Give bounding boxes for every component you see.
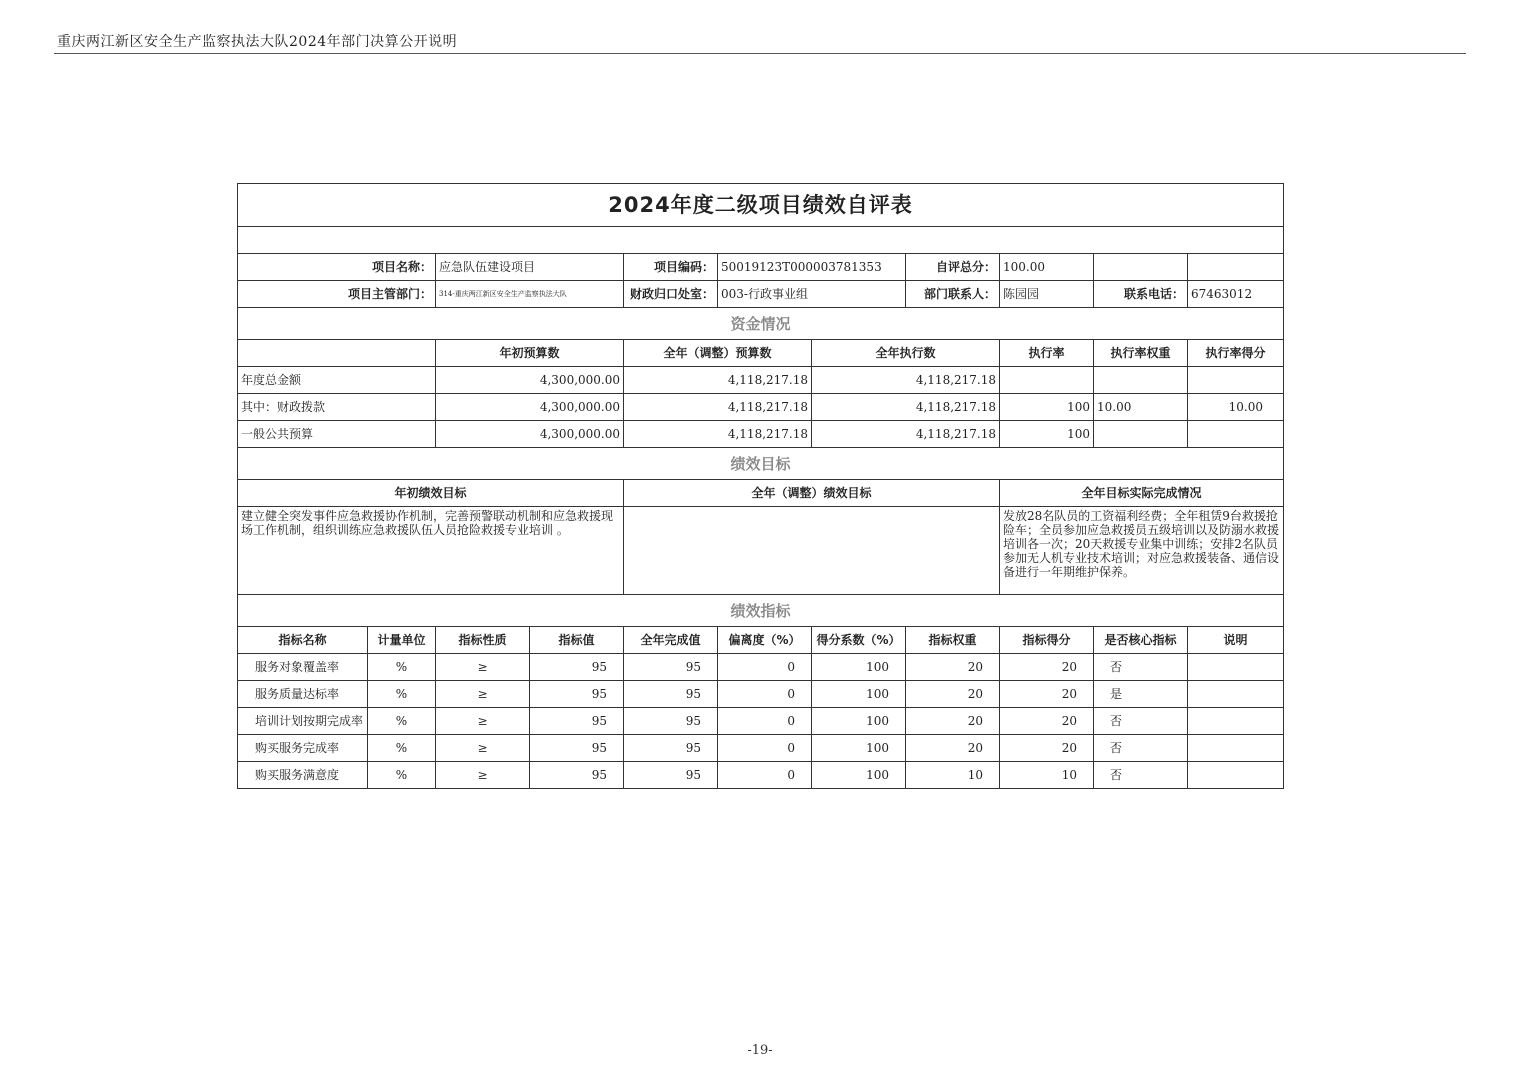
funds-header-initial: 年初预算数 bbox=[436, 340, 624, 367]
initial-goal-text: 建立健全突发事件应急救援协作机制，完善预警联动机制和应急救援现场工作机制，组织训练应急救援队伍人员抢险救援专业培训 。 bbox=[238, 507, 624, 595]
indicator-coef: 100 bbox=[812, 681, 906, 708]
funds-row-executed: 4,118,217.18 bbox=[812, 394, 1000, 421]
funds-row-score bbox=[1188, 421, 1284, 448]
indicator-nature: ≥ bbox=[436, 681, 530, 708]
indicator-weight: 10 bbox=[906, 762, 1000, 789]
funds-row-score bbox=[1188, 367, 1284, 394]
indicator-deviation: 0 bbox=[718, 735, 812, 762]
indicator-nature: ≥ bbox=[436, 654, 530, 681]
form-title: 2024年度二级项目绩效自评表 bbox=[238, 184, 1284, 227]
project-code-value: 50019123T000003781353 bbox=[718, 254, 906, 281]
ind-header-name: 指标名称 bbox=[238, 627, 368, 654]
project-name-label: 项目名称： bbox=[238, 254, 436, 281]
indicator-rows bbox=[238, 654, 1284, 789]
indicator-score: 20 bbox=[1000, 654, 1094, 681]
indicator-score: 20 bbox=[1000, 681, 1094, 708]
indicator-deviation: 0 bbox=[718, 708, 812, 735]
indicator-core: 否 bbox=[1094, 708, 1188, 735]
indicator-unit: % bbox=[368, 681, 436, 708]
funds-row-rate: 100 bbox=[1000, 421, 1094, 448]
ind-header-coef: 得分系数（%） bbox=[812, 627, 906, 654]
indicator-target: 95 bbox=[530, 762, 624, 789]
indicator-unit: % bbox=[368, 735, 436, 762]
score-value: 100.00 bbox=[1000, 254, 1094, 281]
funds-row bbox=[238, 394, 1284, 421]
funds-header-score: 执行率得分 bbox=[1188, 340, 1284, 367]
indicator-core: 否 bbox=[1094, 735, 1188, 762]
phone-value: 67463012 bbox=[1188, 281, 1284, 308]
indicator-score: 20 bbox=[1000, 735, 1094, 762]
indicator-name: 购买服务满意度 bbox=[238, 762, 368, 789]
indicator-coef: 100 bbox=[812, 654, 906, 681]
indicator-row bbox=[238, 654, 1284, 681]
indicator-coef: 100 bbox=[812, 735, 906, 762]
funds-row bbox=[238, 367, 1284, 394]
indicator-nature: ≥ bbox=[436, 762, 530, 789]
page-number: -19- bbox=[747, 1043, 773, 1058]
indicator-score: 20 bbox=[1000, 708, 1094, 735]
funds-row-weight: 10.00 bbox=[1094, 394, 1188, 421]
contact-label: 部门联系人： bbox=[906, 281, 1000, 308]
indicator-weight: 20 bbox=[906, 681, 1000, 708]
empty-cell bbox=[1094, 254, 1188, 281]
funds-header-blank bbox=[238, 340, 436, 367]
funds-row-name: 年度总金额 bbox=[238, 367, 436, 394]
funds-row-initial: 4,300,000.00 bbox=[436, 421, 624, 448]
funds-row-adjusted: 4,118,217.18 bbox=[624, 421, 812, 448]
funds-row-initial: 4,300,000.00 bbox=[436, 394, 624, 421]
funds-row-rate: 100 bbox=[1000, 394, 1094, 421]
indicator-name: 培训计划按期完成率 bbox=[238, 708, 368, 735]
indicator-deviation: 0 bbox=[718, 654, 812, 681]
ind-header-core: 是否核心指标 bbox=[1094, 627, 1188, 654]
performance-evaluation-table bbox=[237, 183, 1284, 789]
indicator-target: 95 bbox=[530, 654, 624, 681]
indicator-weight: 20 bbox=[906, 735, 1000, 762]
indicator-target: 95 bbox=[530, 708, 624, 735]
funds-row-initial: 4,300,000.00 bbox=[436, 367, 624, 394]
funds-row-weight bbox=[1094, 421, 1188, 448]
dept-value: 314-重庆两江新区安全生产监察执法大队 bbox=[436, 281, 624, 308]
indicator-note bbox=[1188, 708, 1284, 735]
indicator-row bbox=[238, 681, 1284, 708]
funds-row-score: 10.00 bbox=[1188, 394, 1284, 421]
funds-row-adjusted: 4,118,217.18 bbox=[624, 367, 812, 394]
indicator-actual: 95 bbox=[624, 708, 718, 735]
contact-value: 陈园园 bbox=[1000, 281, 1094, 308]
header-divider bbox=[54, 53, 1466, 54]
indicator-core: 否 bbox=[1094, 762, 1188, 789]
funds-header-rate: 执行率 bbox=[1000, 340, 1094, 367]
indicator-note bbox=[1188, 681, 1284, 708]
indicator-name: 服务质量达标率 bbox=[238, 681, 368, 708]
indicator-deviation: 0 bbox=[718, 762, 812, 789]
indicator-row bbox=[238, 708, 1284, 735]
indicator-core: 否 bbox=[1094, 654, 1188, 681]
adjusted-goal-text bbox=[624, 507, 1000, 595]
indicator-name: 购买服务完成率 bbox=[238, 735, 368, 762]
empty-cell bbox=[1188, 254, 1284, 281]
funds-row-name: 一般公共预算 bbox=[238, 421, 436, 448]
ind-header-deviation: 偏离度（%） bbox=[718, 627, 812, 654]
indicator-coef: 100 bbox=[812, 708, 906, 735]
funds-header-weight: 执行率权重 bbox=[1094, 340, 1188, 367]
indicator-unit: % bbox=[368, 654, 436, 681]
funds-row-executed: 4,118,217.18 bbox=[812, 421, 1000, 448]
goals-header-initial: 年初绩效目标 bbox=[238, 480, 624, 507]
indicator-note bbox=[1188, 735, 1284, 762]
indicator-weight: 20 bbox=[906, 708, 1000, 735]
actual-completion-text: 发放28名队员的工资福利经费；全年租赁9台救援抢险车；全员参加应急救援员五级培训以及防溺水救援培训各一次；20天救援专业集中训练；安排2名队员参加无人机专业技术培训；对应急救援装备、通信设备进行一年期维护保养。 bbox=[1000, 507, 1284, 595]
indicator-deviation: 0 bbox=[718, 681, 812, 708]
funds-row-rate bbox=[1000, 367, 1094, 394]
blank-row bbox=[238, 227, 1284, 254]
indicator-row bbox=[238, 762, 1284, 789]
goals-header-actual: 全年目标实际完成情况 bbox=[1000, 480, 1284, 507]
indicator-unit: % bbox=[368, 762, 436, 789]
indicator-actual: 95 bbox=[624, 735, 718, 762]
indicator-nature: ≥ bbox=[436, 735, 530, 762]
indicator-actual: 95 bbox=[624, 681, 718, 708]
funds-row-name: 其中：财政拨款 bbox=[238, 394, 436, 421]
funds-row bbox=[238, 421, 1284, 448]
goals-section-title: 绩效目标 bbox=[238, 448, 1284, 480]
ind-header-score: 指标得分 bbox=[1000, 627, 1094, 654]
project-code-label: 项目编码： bbox=[624, 254, 718, 281]
indicator-note bbox=[1188, 762, 1284, 789]
funds-header-executed: 全年执行数 bbox=[812, 340, 1000, 367]
funds-header-adjusted: 全年（调整）预算数 bbox=[624, 340, 812, 367]
ind-header-target: 指标值 bbox=[530, 627, 624, 654]
goals-header-adjusted: 全年（调整）绩效目标 bbox=[624, 480, 1000, 507]
dept-label: 项目主管部门： bbox=[238, 281, 436, 308]
ind-header-note: 说明 bbox=[1188, 627, 1284, 654]
indicator-note bbox=[1188, 654, 1284, 681]
indicator-row bbox=[238, 735, 1284, 762]
funds-row-executed: 4,118,217.18 bbox=[812, 367, 1000, 394]
indicator-weight: 20 bbox=[906, 654, 1000, 681]
document-header-title: 重庆两江新区安全生产监察执法大队2024年部门决算公开说明 bbox=[57, 34, 458, 50]
ind-header-weight: 指标权重 bbox=[906, 627, 1000, 654]
indicator-coef: 100 bbox=[812, 762, 906, 789]
score-label: 自评总分： bbox=[906, 254, 1000, 281]
indicator-name: 服务对象覆盖率 bbox=[238, 654, 368, 681]
ind-header-unit: 计量单位 bbox=[368, 627, 436, 654]
indicator-target: 95 bbox=[530, 735, 624, 762]
indicator-nature: ≥ bbox=[436, 708, 530, 735]
indicator-core: 是 bbox=[1094, 681, 1188, 708]
ind-header-nature: 指标性质 bbox=[436, 627, 530, 654]
indicator-actual: 95 bbox=[624, 762, 718, 789]
indicator-actual: 95 bbox=[624, 654, 718, 681]
funds-row-weight bbox=[1094, 367, 1188, 394]
finance-office-value: 003-行政事业组 bbox=[718, 281, 906, 308]
ind-header-actual: 全年完成值 bbox=[624, 627, 718, 654]
indicator-target: 95 bbox=[530, 681, 624, 708]
funds-row-adjusted: 4,118,217.18 bbox=[624, 394, 812, 421]
indicators-section-title: 绩效指标 bbox=[238, 595, 1284, 627]
funds-section-title: 资金情况 bbox=[238, 308, 1284, 340]
phone-label: 联系电话： bbox=[1094, 281, 1188, 308]
project-name-value: 应急队伍建设项目 bbox=[436, 254, 624, 281]
finance-office-label: 财政归口处室： bbox=[624, 281, 718, 308]
indicator-score: 10 bbox=[1000, 762, 1094, 789]
indicator-unit: % bbox=[368, 708, 436, 735]
